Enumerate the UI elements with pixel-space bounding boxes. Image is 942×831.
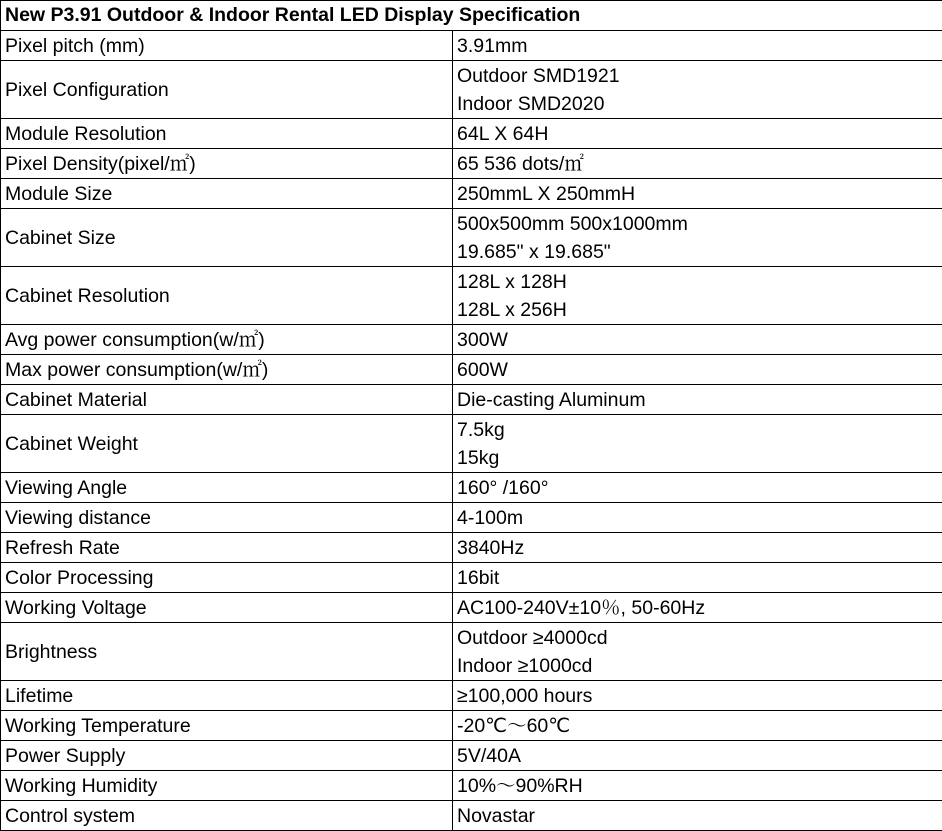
table-row [1,31,942,61]
spec-value [453,385,942,415]
spec-value [453,473,942,503]
spec-value-line: 64L X 64H [457,120,942,148]
table-row [1,563,942,593]
spec-value-line: 128L x 128H [457,268,942,296]
table-row [1,741,942,771]
spec-value [453,563,942,593]
spec-value-line: AC100-240V±10％, 50-60Hz [457,594,942,622]
spec-label: Module Size [1,179,453,209]
spec-value-line: -20℃～60℃ [457,712,942,740]
spec-label: Viewing Angle [1,473,453,503]
spec-label: Working Humidity [1,771,453,801]
table-row [1,681,942,711]
spec-value [453,533,942,563]
spec-value [453,31,942,61]
spec-value-line: 4-100m [457,504,942,532]
spec-value-line: 10%～90%RH [457,772,942,800]
spec-label: Viewing distance [1,503,453,533]
spec-label: Cabinet Resolution [1,267,453,325]
table-row [1,325,942,355]
spec-value [453,623,942,681]
spec-label: Color Processing [1,563,453,593]
table-row [1,503,942,533]
spec-value-line: 65 536 dots/㎡ [457,150,942,178]
spec-value [453,209,942,267]
spec-label: Pixel Configuration [1,61,453,119]
spec-value-line: Indoor ≥1000cd [457,652,942,680]
spec-value-line: Novastar [457,802,942,830]
spec-label: Working Temperature [1,711,453,741]
spec-value-line: ≥100,000 hours [457,682,942,710]
spec-title: New P3.91 Outdoor & Indoor Rental LED Display Specification [1,1,942,31]
table-row [1,209,942,267]
spec-value-line: 500x500mm 500x1000mm [457,210,942,238]
table-row [1,593,942,623]
spec-value-line: 600W [457,356,942,384]
spec-value-line: 128L x 256H [457,296,942,324]
spec-value-line: 3.91mm [457,32,942,60]
spec-label: Max power consumption(w/㎡) [1,355,453,385]
spec-label: Working Voltage [1,593,453,623]
table-row [1,385,942,415]
spec-value [453,503,942,533]
spec-value-line: 15kg [457,444,942,472]
table-row [1,711,942,741]
spec-value-line: Outdoor SMD1921 [457,62,942,90]
spec-value [453,771,942,801]
spec-table-body [1,1,942,831]
spec-value [453,681,942,711]
spec-label: Pixel Density(pixel/㎡) [1,149,453,179]
spec-value [453,801,942,831]
spec-label: Avg power consumption(w/㎡) [1,325,453,355]
spec-label: Cabinet Material [1,385,453,415]
spec-value-line: Indoor SMD2020 [457,90,942,118]
spec-label: Lifetime [1,681,453,711]
spec-label: Cabinet Weight [1,415,453,473]
title-row [1,1,942,31]
spec-value [453,267,942,325]
spec-value-line: 3840Hz [457,534,942,562]
spec-value [453,149,942,179]
spec-label: Brightness [1,623,453,681]
spec-label: Module Resolution [1,119,453,149]
table-row [1,61,942,119]
table-row [1,623,942,681]
spec-label: Cabinet Size [1,209,453,267]
table-row [1,149,942,179]
spec-value-line: 300W [457,326,942,354]
spec-label: Pixel pitch (mm) [1,31,453,61]
spec-value-line: 250mmL X 250mmH [457,180,942,208]
spec-value-line: 19.685" x 19.685" [457,238,942,266]
spec-value-line: 16bit [457,564,942,592]
spec-value [453,741,942,771]
spec-value-line: Die-casting Aluminum [457,386,942,414]
spec-value [453,119,942,149]
table-row [1,801,942,831]
spec-value-line: 7.5kg [457,416,942,444]
spec-value [453,61,942,119]
table-row [1,355,942,385]
table-row [1,415,942,473]
table-row [1,119,942,149]
spec-label: Control system [1,801,453,831]
spec-label: Refresh Rate [1,533,453,563]
table-row [1,179,942,209]
spec-value [453,355,942,385]
spec-value-line: Outdoor ≥4000cd [457,624,942,652]
spec-value [453,325,942,355]
spec-value [453,415,942,473]
spec-value [453,593,942,623]
table-row [1,771,942,801]
table-row [1,267,942,325]
spec-value-line: 5V/40A [457,742,942,770]
table-row [1,473,942,503]
table-row [1,533,942,563]
spec-label: Power Supply [1,741,453,771]
spec-value [453,179,942,209]
spec-value-line: 160° /160° [457,474,942,502]
spec-value [453,711,942,741]
